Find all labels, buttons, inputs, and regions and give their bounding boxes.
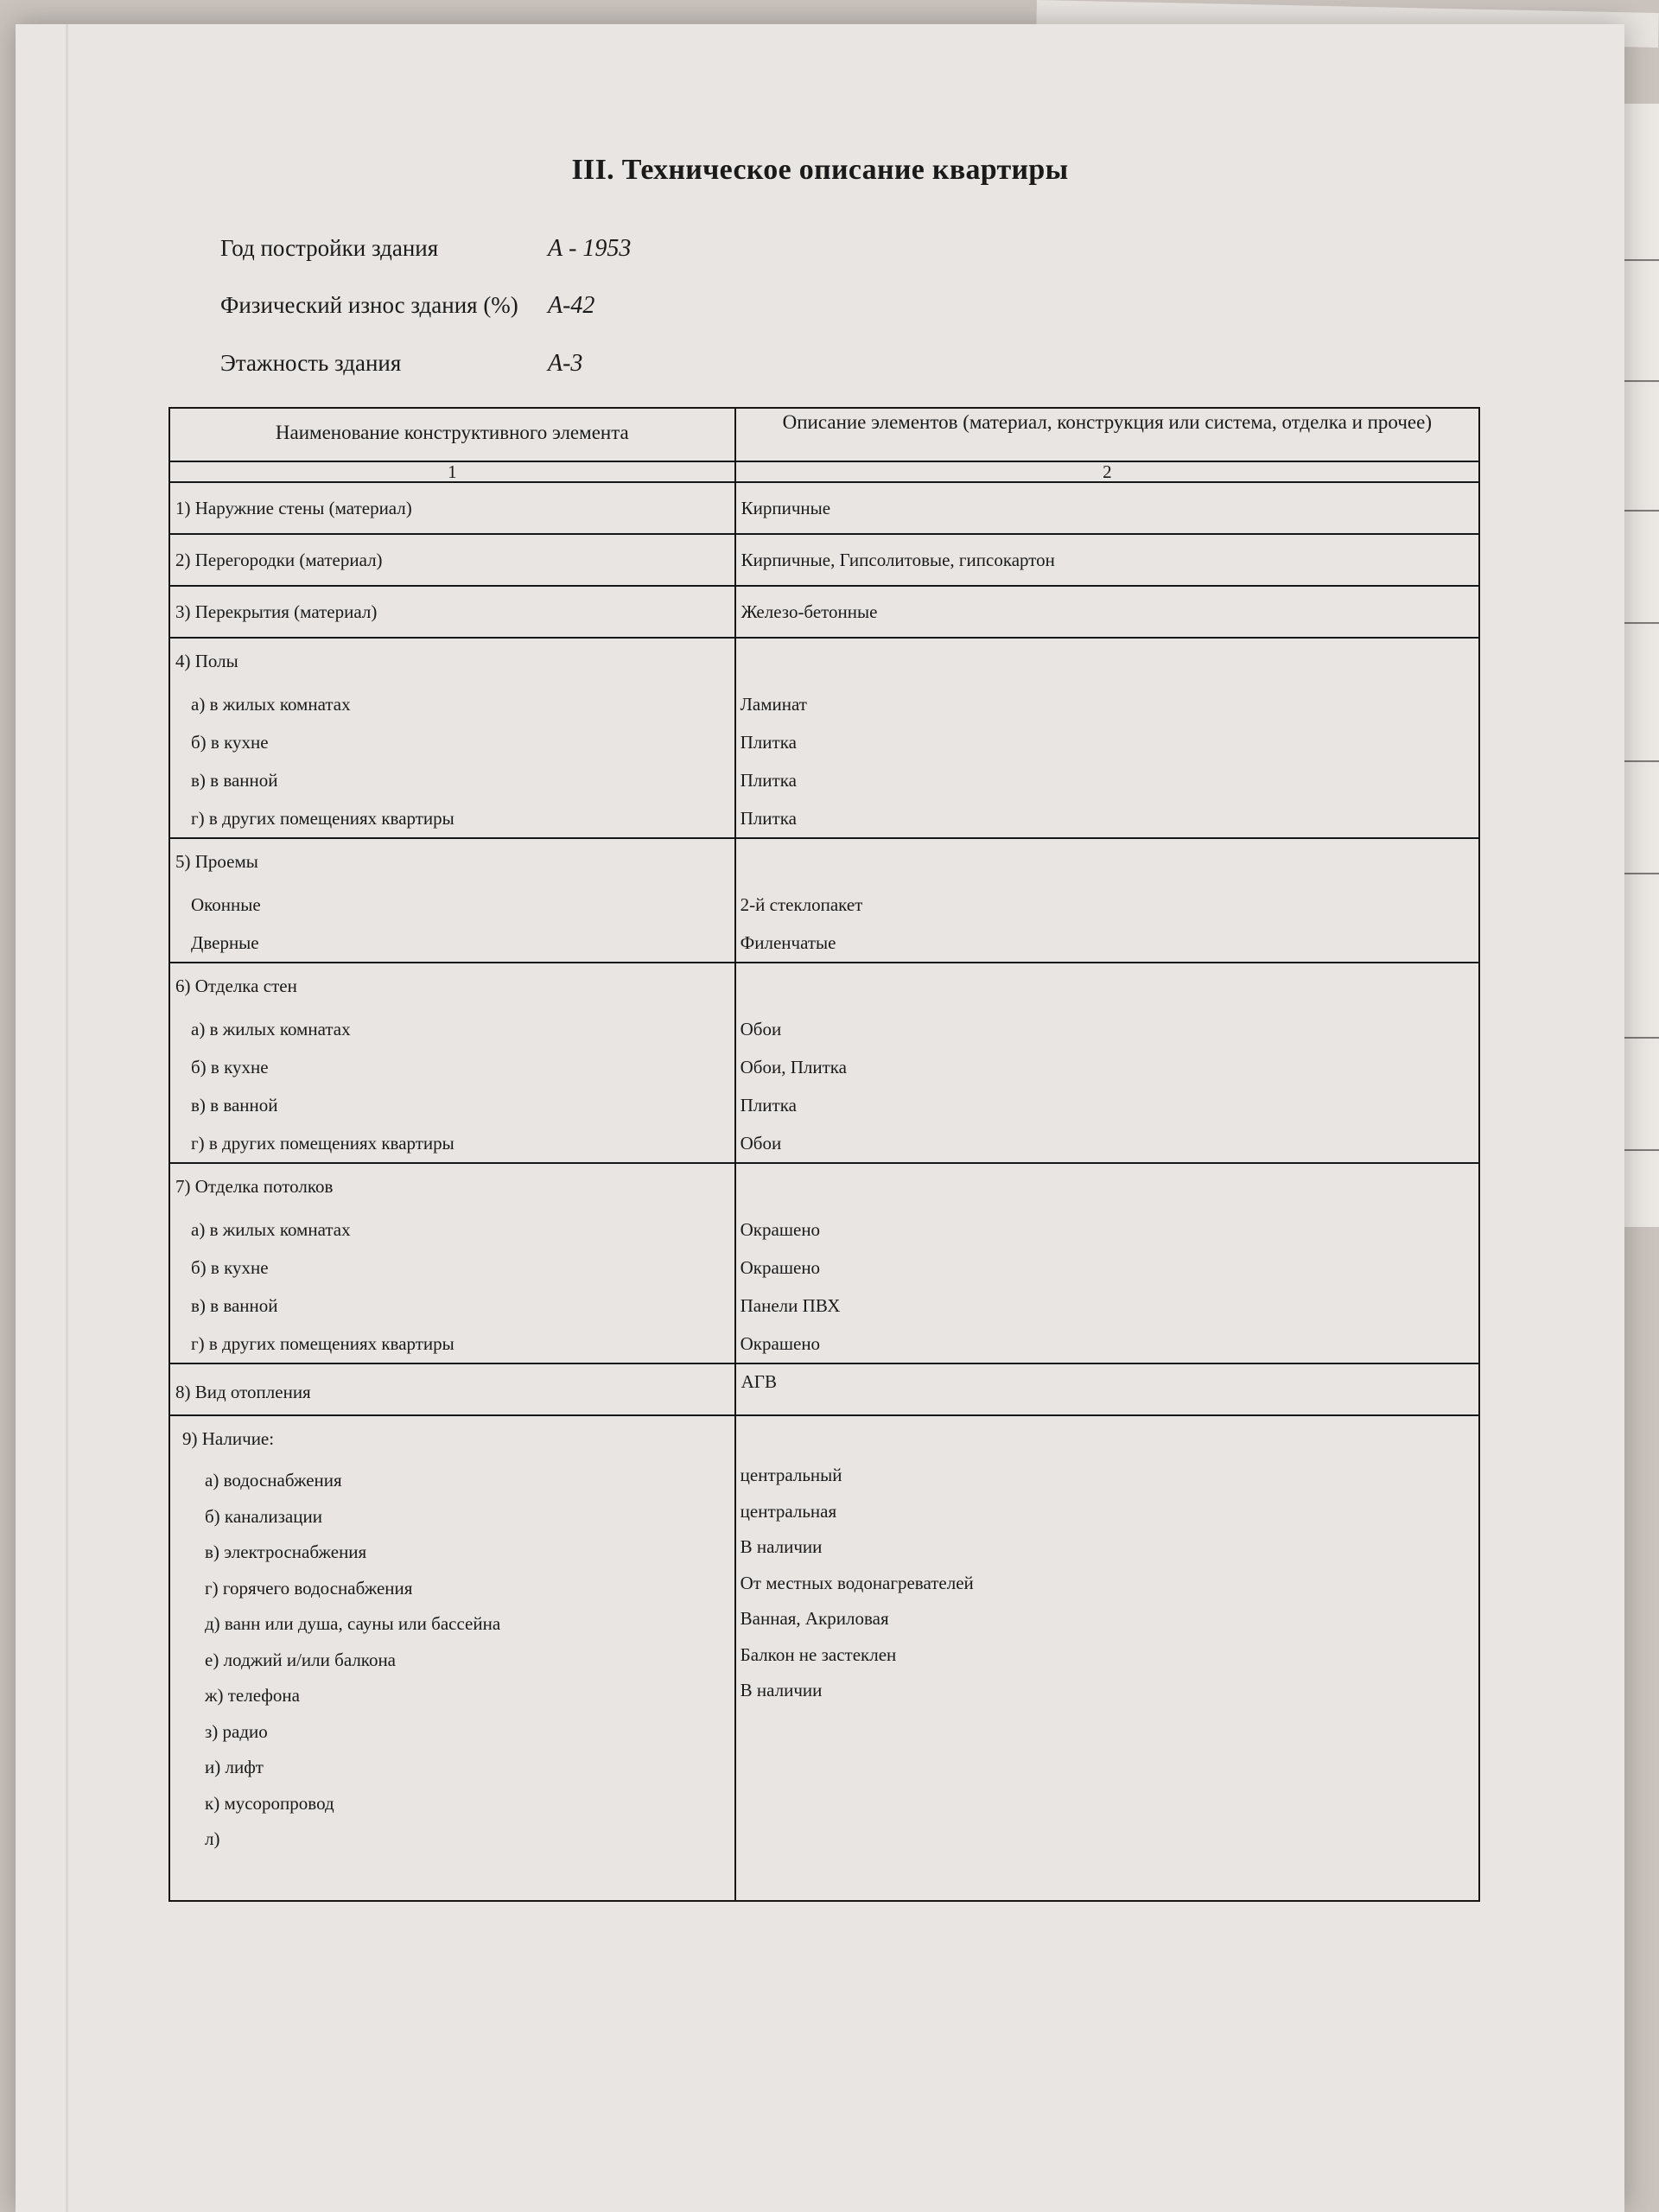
table-group-walls — [169, 963, 1479, 1163]
table-group-openings — [169, 838, 1479, 963]
group-item-value: В наличии — [740, 1680, 823, 1700]
group-item-label: д) ванн или душа, сауны или бассейна — [205, 1613, 501, 1634]
column-header-element: Наименование конструктивного элемента — [169, 408, 735, 461]
group-item-value: В наличии — [740, 1536, 823, 1557]
group-item-value: Плитка — [740, 732, 797, 753]
group-item-value: Окрашено — [740, 1257, 821, 1278]
group-item-value: Обои — [740, 1019, 782, 1039]
group-item-value: Окрашено — [740, 1219, 821, 1240]
info-value: А-42 — [548, 292, 595, 319]
group-item-value: центральный — [740, 1465, 842, 1485]
group-item-label: а) в жилых комнатах — [191, 694, 351, 715]
row-value: Кирпичные, Гипсолитовые, гипсокартон — [741, 550, 1055, 570]
group-item-value: Плитка — [740, 770, 797, 791]
group-item-value: Ламинат — [740, 694, 807, 715]
technical-description-table — [168, 407, 1480, 1902]
group-item-label: ж) телефона — [205, 1685, 300, 1706]
group-item-label: е) лоджий и/или балкона — [205, 1649, 397, 1670]
row-label: 8) Вид отопления — [175, 1382, 311, 1402]
row-value: Кирпичные — [741, 498, 831, 518]
group-item-label: в) в ванной — [191, 1295, 278, 1316]
group-item-label: и) лифт — [205, 1757, 264, 1777]
group-label: 9) Наличие: — [182, 1428, 275, 1449]
column-number: 1 — [169, 461, 735, 482]
group-item-label: а) водоснабжения — [205, 1470, 342, 1491]
group-item-label: в) в ванной — [191, 770, 278, 791]
group-item-value: Обои — [740, 1133, 782, 1154]
info-value: А - 1953 — [548, 235, 632, 262]
group-item-label: в) электроснабжения — [205, 1541, 367, 1562]
group-item-label: л) — [205, 1828, 220, 1849]
paper-fold — [66, 24, 68, 2212]
group-label: 7) Отделка потолков — [175, 1176, 334, 1197]
info-label: Год постройки здания — [220, 235, 439, 261]
info-label: Физический износ здания (%) — [220, 292, 518, 318]
group-item-value: Окрашено — [740, 1333, 821, 1354]
group-item-value: Филенчатые — [740, 932, 836, 953]
group-item-label: г) в других помещениях квартиры — [191, 1333, 454, 1354]
group-item-label: б) в кухне — [191, 732, 269, 753]
group-item-label: в) в ванной — [191, 1095, 278, 1116]
group-item-value: Обои, Плитка — [740, 1057, 847, 1077]
table-row — [169, 586, 1479, 638]
group-label: 5) Проемы — [175, 851, 258, 872]
page-title: III. Техническое описание квартиры — [571, 154, 1069, 186]
table-group-ceilings — [169, 1163, 1479, 1363]
table-number-row — [169, 461, 1479, 482]
group-item-label: а) в жилых комнатах — [191, 1019, 351, 1039]
group-item-label: б) в кухне — [191, 1257, 269, 1278]
column-number: 2 — [735, 461, 1479, 482]
group-item-value: Ванная, Акриловая — [740, 1608, 889, 1629]
group-item-label: б) канализации — [205, 1505, 322, 1527]
row-value: АГВ — [741, 1371, 777, 1392]
table-header-row — [169, 408, 1479, 461]
group-item-value: 2-й стеклопакет — [740, 894, 863, 915]
column-header-description: Описание элементов (материал, конструкция или система, отделка и прочее) — [735, 408, 1479, 461]
group-item-label: б) в кухне — [191, 1057, 269, 1077]
group-item-value: Плитка — [740, 1095, 797, 1116]
group-label: 6) Отделка стен — [175, 976, 297, 996]
row-value: Железо-бетонные — [741, 601, 878, 622]
group-item-label: г) горячего водоснабжения — [205, 1577, 413, 1599]
document-page — [16, 24, 1624, 2212]
table-row — [169, 482, 1479, 534]
group-item-label: г) в других помещениях квартиры — [191, 808, 454, 829]
info-label: Этажность здания — [220, 350, 402, 376]
group-item-value: От местных водонагревателей — [740, 1572, 974, 1593]
row-label: 2) Перегородки (материал) — [175, 550, 383, 570]
group-item-value: Панели ПВХ — [740, 1295, 841, 1316]
row-label: 1) Наружние стены (материал) — [175, 498, 412, 518]
group-item-label: а) в жилых комнатах — [191, 1219, 351, 1240]
table-group-floors — [169, 638, 1479, 838]
info-value: А-3 — [548, 350, 583, 377]
group-item-label: з) радио — [205, 1720, 268, 1742]
group-item-value: Балкон не застеклен — [740, 1643, 897, 1665]
group-label: 4) Полы — [175, 651, 238, 671]
table-row-heating — [169, 1363, 1479, 1415]
group-item-label: г) в других помещениях квартиры — [191, 1133, 454, 1154]
table-row — [169, 534, 1479, 586]
group-item-value: центральная — [740, 1500, 837, 1522]
table-group-amenities — [169, 1415, 1479, 1901]
group-item-label: Оконные — [191, 894, 261, 915]
group-item-label: Дверные — [191, 932, 259, 953]
group-item-value: Плитка — [740, 808, 797, 829]
group-item-label: к) мусоропровод — [205, 1792, 334, 1814]
row-label: 3) Перекрытия (материал) — [175, 601, 378, 622]
